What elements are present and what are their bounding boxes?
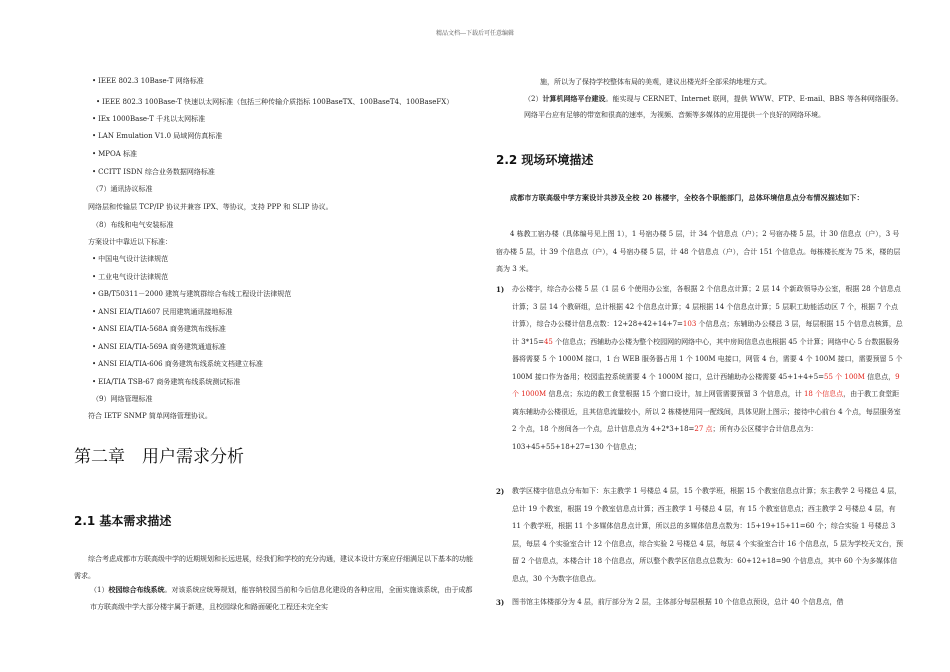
body-line: 网络层和传输层 TCP/IP 协议并兼容 IPX、等协议，支持 PPP 和 SLIP 协议。 [88,203,333,211]
requirement-item-1 [90,581,478,616]
highlight: 18 个信息点 [803,390,844,398]
office-buildings-paragraph [512,281,904,456]
text-run: ；所有办公区楼宇合计信息点为：103+45+55+18+27=130 个信息点； [512,425,818,451]
list-number: 3) [496,598,505,607]
standard-item: • GB/T50311－2000 建筑与建筑群综合布线工程设计法律规范 [92,289,291,299]
library-paragraph: 图书馆主体楼部分为 4 层，前厅部分为 2 层，主体部分每层根据 10 个信息点预设，总计 40 个信息点，借 [512,598,844,606]
standard-item: • IEEE 802.3 10Base-T 网络标准 [92,76,204,86]
teaching-buildings-paragraph: 教学区楼宇信息点分布如下：东主教学 1 号楼总 4 层，15 个教学班，根据 15 个教室信息点计算；东主教学 2 号楼总 4 层，总计 19 个教室，根据 19 个教室信息点计算；西主教学 1 号楼总 4 层，有 15 个教室信息点；西主教学 2 号楼总 4 层，有 11 个教学班，根据 11 个多媒体信息点计算，所以总的多媒体信息点数为：15+19+15+11=60 个；综合实验 1 号楼总 3 层，每层 4 个实验室合计 12 个信息点，综合实验 2 号楼总 4 层，每层 4 个实验室合计 16 个信息点，5 层为学校天文台，预留 2 个信息点，本楼合计 18 个信息点，所以整个教学区信息点总数为：60+12+18=90 个信息点，其中 60 个为多媒体信息点，30 个为数字信息点。 [512,487,904,583]
body-line: 施，所以为了保持学校整体布局的美观，建议出楼光纤全部采纳地埋方式。 [540,78,771,86]
standard-item: • LAN Emulation V1.0 局域网仿真标准 [92,131,222,141]
text-run: 信息点；东边的教工食堂根据 15 个窗口设计，加上网管需要预留 3 个信息点，计 [546,390,804,398]
highlight: 103 [682,320,697,328]
intro-paragraph: 综合考虑成都市方联高级中学的近期规划和长远进展，经我们和学校的充分沟通，建议本设计方案应仔细满足以下基本的功能需求。 [74,555,473,580]
standard-item: • CCITT ISDN 综合业务数据网络标准 [92,167,215,177]
section-title: 2.1 基本需求描述 [74,514,172,528]
chapter-title: 第二章 用户需求分析 [74,447,244,467]
subheading: （7）通讯协议标准 [92,185,153,193]
text-run: 信息点， [864,372,896,381]
text-run: 办公楼宇，综合办公楼 5 层（1 层 6 个使用办公室，各根据 2 个信息点计算；2 层 14 个新政领导办公室，根据 28 个信息点计算；3 层 14 个教研组，总计根据 42 个信息点计算；4 层根据 14 个信息点计算；5 层职工助能活动区 7 个，根据 7 个点计算），综合办公楼计信息点数：12+28+42+14+7= [512,285,901,328]
standard-item: • ANSI EIA/TIA607 民用建筑通讯接地标准 [92,307,232,317]
text-run: ，由于教工食堂距离东辅助办公楼很近，且其信息流量较小，所以 2 栋楼使用同一配线间，具体见附上图示；接待中心前台 4 个点，每层服务室 2 个点，18 个房间各一个点，总计信息点为 4+2*3+18= [512,390,901,433]
item-text: 。对该系统应统筹规划，能容纳校园当前和今后信息化建设的各种应用，全面实施该系统，由于成都市方联高级中学大部分楼宇属于新建，且校园绿化和路面硬化工程还未完全实 [90,586,473,611]
standard-item: • IEEE 802.3 100Base-T 快速以太网标准（包括三种传输介质指标 100BaseTX、100BaseT4、100BaseFX） [96,97,453,107]
standard-item: • 中国电气设计法律规范 [92,254,168,264]
body-line: 方案设计中靠近以下标准： [88,238,172,246]
text-run: 个信息点；东辅助办公楼总 3 层，每层根据 15 个信息点核算，总计 3*15= [512,320,903,346]
standard-item: • 工业电气设计法律规范 [92,272,168,282]
item-title: 校园综合布线系统 [108,585,165,594]
list-number: 1) [496,285,505,294]
highlight: 55 个 100M [824,372,865,381]
environment-intro: 成都市方联高级中学方案设计共涉及全校 20 栋楼宇，全校各个职能部门，总体环境信息点分布情况描述如下： [510,193,864,202]
text-run: 个信息点；西辅助办公楼为整个校园网的网络中心，其中房间信息点也根据 45 个计算；网络中心 5 台数据服务器将需要 5 个 1000M 接口，1 台 WEB 服务器占用 1 个 100M 电接口，网管 4 台，需要 4 个 100M 接口，需要预留 5 个 100M 接口作为备用；校园监控系统需要 4 个 1000M 接口，总计西辅助办公楼需要 45+1+4+5= [512,337,903,381]
highlight: 27 点 [694,425,713,433]
item-title: 计算机网络平台建设 [542,94,606,103]
list-number: 2) [496,487,505,496]
standard-item: • IEx 1000Base-T 千兆以太网标准 [92,114,205,124]
dorm-paragraph: 4 栋教工宿办楼（具体编号见上图 1），1 号宿办楼 5 层，计 34 个信息点（户）；2 号宿办楼 5 层，计 30 信息点（户），3 号宿办楼 5 层，计 39 个信息点（户），4 号宿办楼 5 层，计 48 个信息点（户），合计 151 个信息点。每栋楼长度为 75 米，楼的层高为 3 米。 [496,230,901,273]
page-header: 精品文档---下载后可任意编辑 [435,30,515,37]
body-line: 符合 IETF SNMP 简单网络管理协议。 [88,412,212,420]
standard-item: • ANSI EIA/TIA-569A 商务建筑通道标准 [92,342,226,352]
standard-item: • ANSI EIA/TIA-568A 商务建筑布线标准 [92,324,226,334]
subheading: （9）网络管理标准 [92,395,153,403]
standard-item: • EIA/TIA TSB-67 商务建筑布线系统测试标准 [92,377,240,387]
highlight: 45 [543,337,553,346]
item-text: 。能实现与 CERNET、Internet 联网，提供 WWW、FTP、E-mail、BBS 等各种网络服务。网络平台应有足够的带宽和很高的速率，为视频、音频等多媒体的应用提供一个良好的网络环境。 [524,95,903,119]
item-number: （1） [90,586,109,594]
section-title: 2.2 现场环境描述 [496,153,594,167]
highlight: 9 个 1000M [512,372,900,398]
item-number: （2） [524,95,543,103]
subheading: （8）布线和电气安装标准 [92,221,174,229]
standard-item: • ANSI EIA/TIA-606 商务建筑布线系统文档建立标准 [92,359,263,369]
requirement-item-2 [524,91,904,123]
standard-item: • MPOA 标准 [92,149,137,159]
